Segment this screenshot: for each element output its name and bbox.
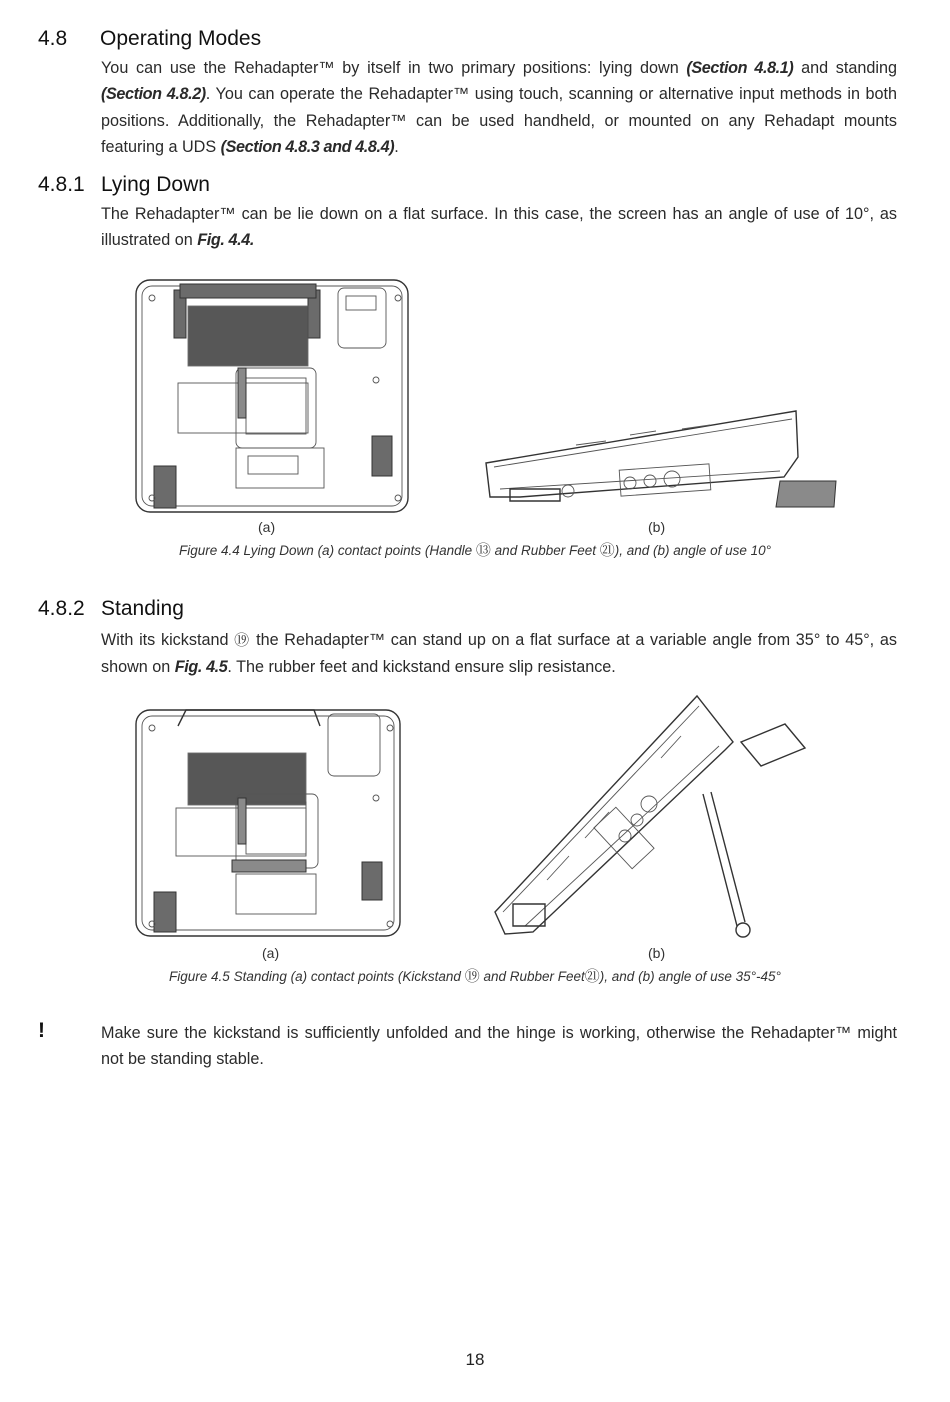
caption-text: and Rubber Feet (490, 543, 600, 558)
text: With its kickstand (101, 631, 235, 649)
section-4-8-1-paragraph (101, 201, 897, 254)
text: . (394, 138, 399, 157)
figure-4-4-caption (0, 539, 950, 560)
text: and standing (793, 59, 897, 77)
callout-19-icon: ⑲ (464, 968, 480, 985)
figure-4-4-label-b: (b) (648, 519, 666, 535)
caption-text: ), and (b) angle of use 35°-45° (599, 969, 781, 984)
text: . You can operate the Rehadapter™ using touch, scanning or alternative input methods in both positions. Additionally, the Rehadapter™ can be used handheld, or mounted on any Rehadapt mounts featuring a UDS (101, 85, 897, 157)
cross-reference: Fig. 4.4. (197, 231, 254, 250)
section-number: 4.8 (38, 27, 68, 50)
caption-text: ), and (b) angle of use 10° (614, 543, 772, 558)
section-number: 4.8.1 (38, 173, 85, 196)
figure-4-5b-side-view (485, 690, 810, 945)
warning-icon: ! (38, 1019, 45, 1042)
caption-text: Figure 4.5 Standing (a) contact points (Kickstand (169, 969, 465, 984)
section-title: Lying Down (101, 173, 210, 196)
section-title: Standing (101, 597, 184, 620)
section-4-8-2-paragraph (101, 627, 897, 681)
figure-4-5-label-b: (b) (648, 945, 666, 961)
text: You can use the Rehadapter™ by itself in two primary positions: lying down (101, 59, 687, 77)
figure-4-5-label-a: (a) (262, 945, 280, 961)
section-title: Operating Modes (100, 27, 262, 50)
text: The Rehadapter™ can be lie down on a flat surface. In this case, the screen has an angle of use of 10°, as illustrated on (101, 205, 897, 250)
page-number: 18 (465, 1350, 485, 1369)
cross-reference: (Section 4.8.2) (101, 85, 206, 104)
callout-21-icon: ㉑ (584, 968, 600, 985)
callout-21-icon: ㉑ (599, 542, 615, 559)
section-number: 4.8.2 (38, 597, 85, 620)
callout-19-icon: ⑲ (234, 632, 251, 649)
cross-reference: Fig. 4.5 (174, 658, 228, 677)
figure-4-4a-back-view (128, 268, 413, 518)
warning-text: Make sure the kickstand is sufficiently unfolded and the hinge is working, otherwise the Rehadapter™ might not be standing stable. (101, 1024, 897, 1069)
caption-text: Figure 4.4 Lying Down (a) contact points (Handle (178, 543, 476, 558)
figure-4-4b-side-view (480, 405, 845, 515)
figure-4-5-caption (0, 965, 950, 986)
section-heading-4-8-2 (38, 597, 184, 621)
callout-13-icon: ⑬ (475, 542, 491, 559)
cross-reference: (Section 4.8.3 and 4.8.4) (220, 138, 395, 157)
figure-4-5a-back-view (128, 698, 413, 943)
section-heading-4-8-1 (38, 173, 210, 197)
figure-4-4-label-a: (a) (258, 519, 276, 535)
text: the Rehadapter™ can stand up on a flat surface at a variable angle from 35° to 45°, as shown on (101, 631, 897, 677)
section-heading-4-8 (38, 27, 261, 51)
cross-reference: (Section 4.8.1) (686, 59, 794, 77)
text: . The rubber feet and kickstand ensure slip resistance. (227, 658, 616, 677)
section-4-8-paragraph (101, 55, 897, 161)
caption-text: and Rubber Feet (479, 969, 585, 984)
